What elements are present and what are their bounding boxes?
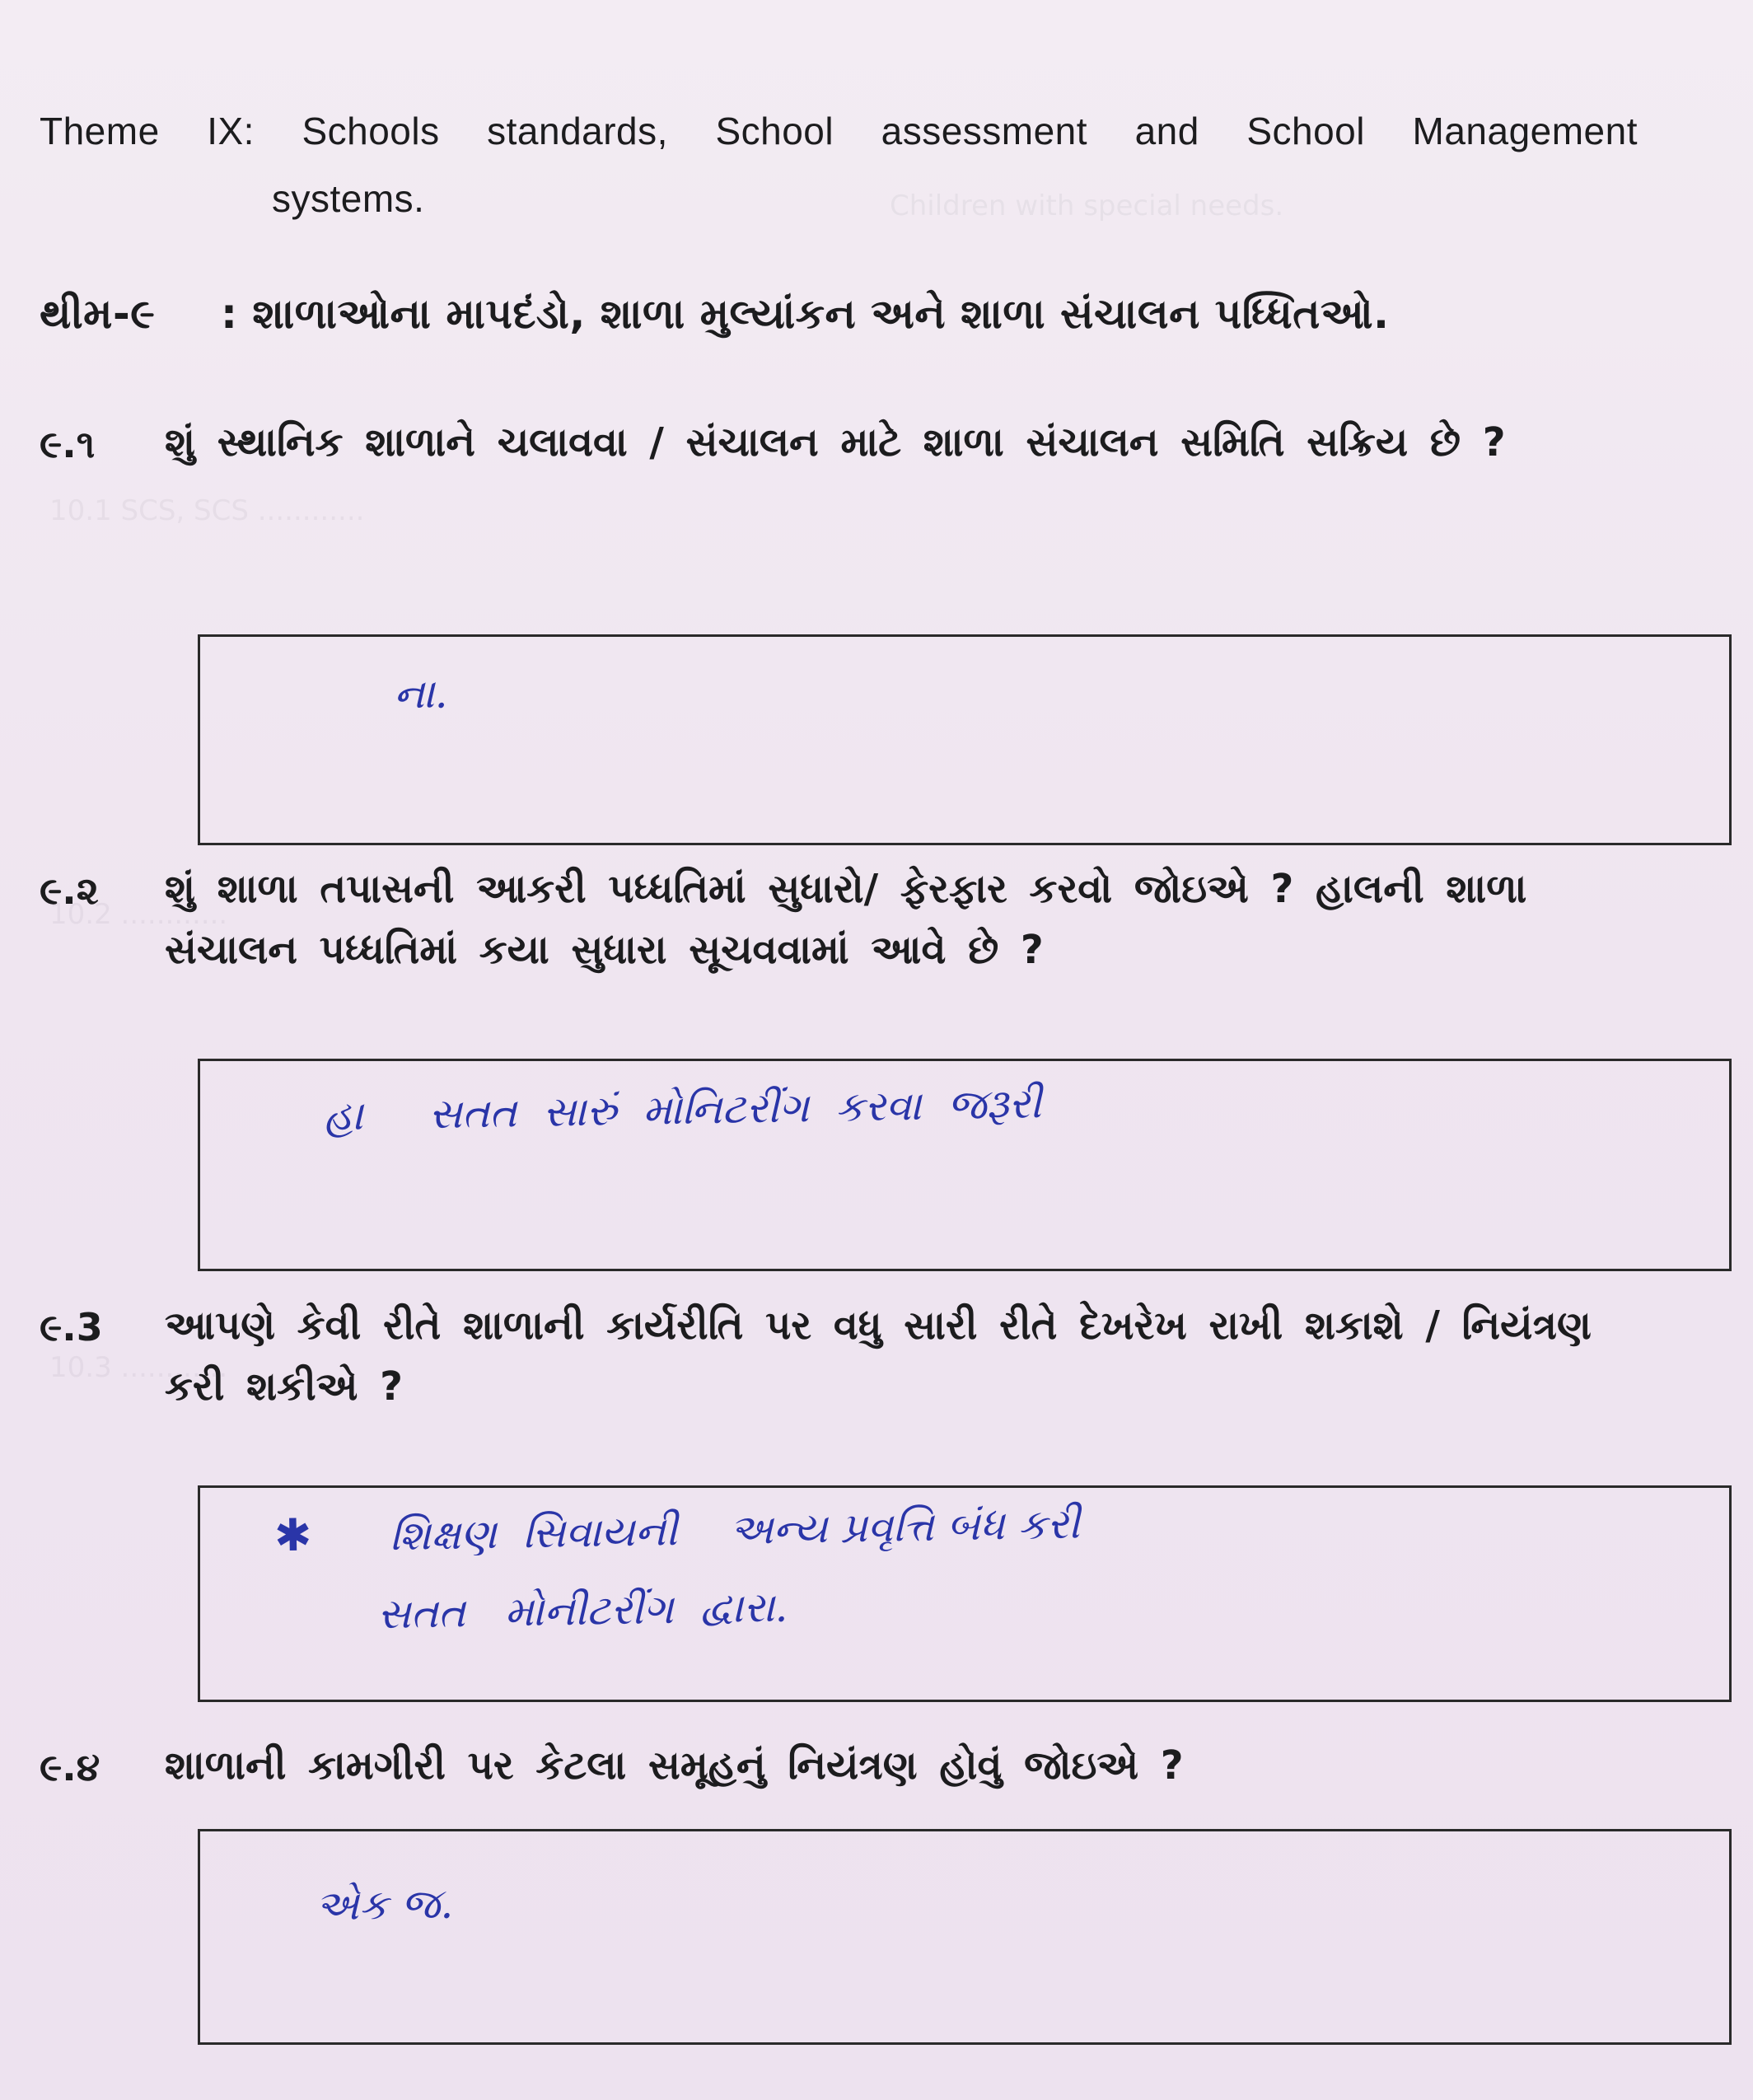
show-through-text: Children with special needs. bbox=[890, 189, 1284, 222]
show-through-text: 10.2 ............ bbox=[49, 898, 228, 931]
heading-word: IX: bbox=[207, 110, 255, 152]
heading-word: School bbox=[1246, 110, 1365, 152]
handwritten-answer: સતત મોનીટરીંગ દ્વારા. bbox=[376, 1583, 788, 1639]
theme-title: : શાળાઓના માપદંડો, શાળા મુલ્યાંકન અને શાળા સંચાલન પધ્ધિતઓ. bbox=[221, 290, 1390, 338]
question-number: ૯.૨ bbox=[40, 868, 99, 913]
handwritten-answer: એક જ. bbox=[315, 1879, 454, 1930]
show-through-text: 10.1 SCS, SCS ............ bbox=[49, 494, 365, 527]
theme-heading-english-continued: systems. bbox=[272, 177, 425, 220]
heading-word: Management bbox=[1412, 110, 1638, 152]
asterisk-mark-icon: ✱ bbox=[273, 1508, 312, 1562]
handwritten-answer: શિક્ષણ સિવાયની અન્ય પ્રવૃત્તિ બંધ કરી bbox=[389, 1499, 1081, 1560]
heading-word: assessment bbox=[881, 110, 1088, 152]
heading-word: standards, bbox=[487, 110, 668, 152]
question-text: શું શાળા તપાસની આકરી પધ્ધતિમાં સુધારો/ ફેરફાર કરવો જોઇએ ? હાલની શાળા સંચાલન પધ્ધતિમાં કયા સુધારા સૂચવવામાં આવે છે ? bbox=[165, 866, 1527, 974]
heading-word: and bbox=[1134, 110, 1199, 152]
heading-word: Theme bbox=[40, 110, 160, 152]
answer-box bbox=[198, 1059, 1732, 1271]
theme-heading-gujarati bbox=[40, 290, 1390, 339]
question-text: આપણે કેવી રીતે શાળાની કાર્યરીતિ પર વધુ સારી રીતે દેખરેખ રાખી શકાશે / નિયંત્રણ કરી શકીએ ? bbox=[165, 1303, 1592, 1410]
question-number: ૯.3 bbox=[40, 1305, 103, 1349]
heading-word: School bbox=[715, 110, 834, 152]
answer-box bbox=[198, 1485, 1732, 1702]
question-number: ૯.૪ bbox=[40, 1745, 101, 1789]
handwritten-answer: હા સતત સારું મોનિટરીંગ કરવા જરૂરી bbox=[323, 1079, 1042, 1140]
answer-box bbox=[198, 634, 1732, 845]
heading-word: Schools bbox=[302, 110, 440, 152]
answer-box bbox=[198, 1829, 1732, 2045]
show-through-text: 10.3 ............ bbox=[49, 1351, 228, 1384]
theme-code: થીમ-૯ bbox=[40, 290, 156, 338]
theme-heading-english bbox=[40, 109, 1638, 153]
question-text: શાળાની કામગીરી પર કેટલા સમૂહનું નિયંત્રણ હોવું જોઇએ ? bbox=[165, 1742, 1184, 1789]
question-number: ૯.૧ bbox=[40, 422, 96, 466]
question-text: શું સ્થાનિક શાળાને ચલાવવા / સંચાલન માટે શાળા સંચાલન સમિતિ સક્રિય છે ? bbox=[165, 419, 1506, 465]
handwritten-answer: ના. bbox=[393, 669, 448, 718]
